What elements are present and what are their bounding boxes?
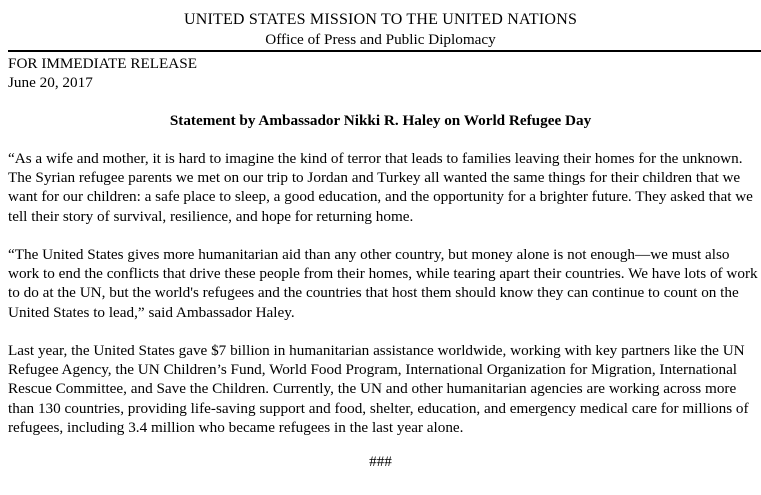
- letterhead: [0, 10, 761, 49]
- header-divider: [8, 50, 761, 52]
- statement-title: Statement by Ambassador Nikki R. Haley on World Refugee Day: [169, 112, 592, 129]
- release-label: FOR IMMEDIATE RELEASE: [8, 55, 197, 72]
- paragraph-2: “The United States gives more humanitarian aid than any other country, but money alone is not enough—we must also work to end the conflicts that drive these people from their homes, while tearing apart their countries. We have lots of work to do at the UN, but the world's refugees and the countries that host them should know they can continue to count on the United States to lead,” said Ambassador Haley.: [8, 246, 758, 321]
- paragraph-1: “As a wife and mother, it is hard to imagine the kind of terror that leads to families leaving their homes for the unknown. The Syrian refugee parents we met on our trip to Jordan and Turkey all wanted the same things for their children that we want for our children: a safe place to sleep, a good education, and the opportunity for a brighter future. They asked that we tell their story of survival, resilience, and hope for returning home.: [8, 150, 753, 225]
- organization-name: UNITED STATES MISSION TO THE UNITED NATIONS: [183, 11, 578, 28]
- office-name: Office of Press and Public Diplomacy: [265, 31, 496, 48]
- release-date: June 20, 2017: [8, 74, 93, 91]
- release-info: [8, 54, 197, 92]
- paragraph-3: Last year, the United States gave $7 billion in humanitarian assistance worldwide, working with key partners like the UN Refugee Agency, the UN Children’s Fund, World Food Program, International Organization for Migration, International Rescue Committee, and Save the Children. Currently, the UN and other humanitarian agencies are working across more than 130 countries, providing life-saving support and food, shelter, education, and emergency medical care for millions of refugees, including 3.4 million who became refugees in the last year alone.: [8, 342, 749, 436]
- statement-body: [8, 149, 758, 456]
- end-mark: ###: [369, 453, 392, 470]
